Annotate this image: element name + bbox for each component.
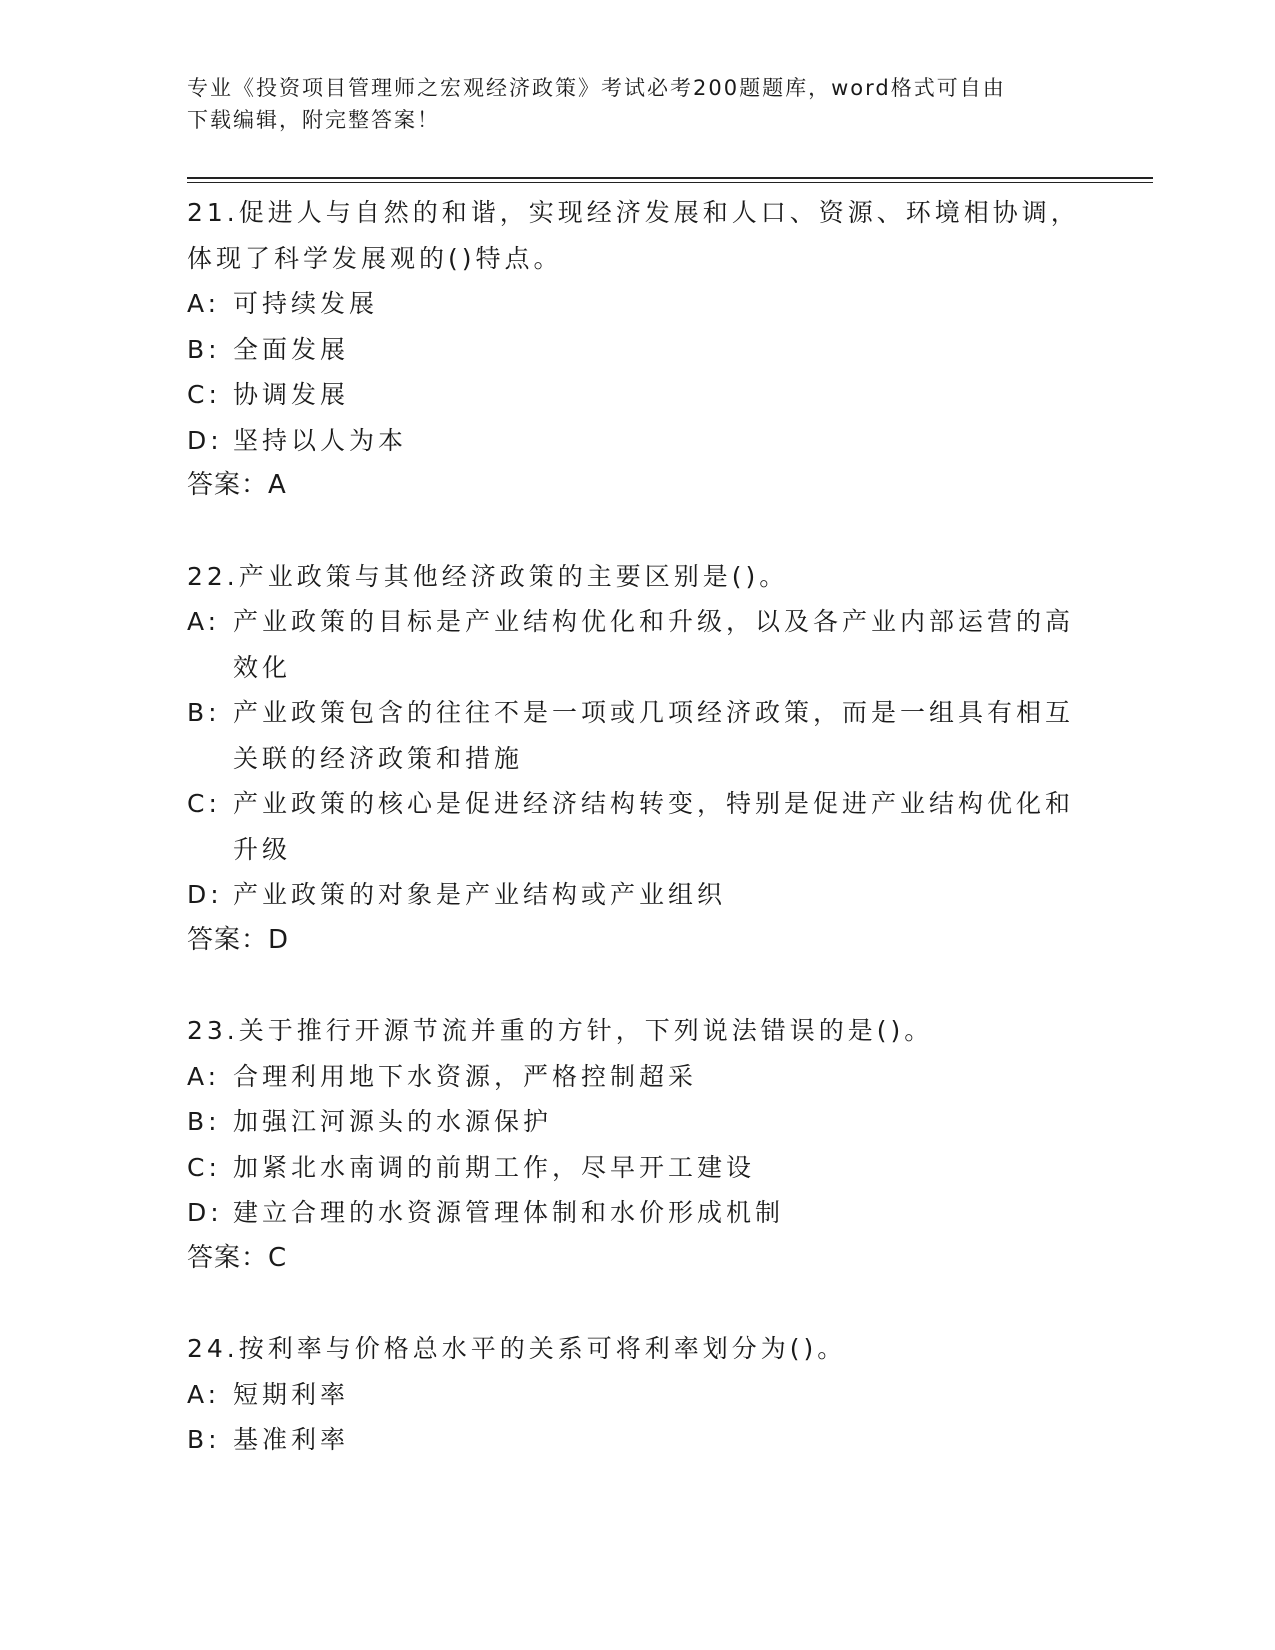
option-text: 合理利用地下水资源，严格控制超采 (233, 1061, 698, 1091)
option-key: C: (187, 380, 221, 409)
answer-option (187, 281, 1087, 327)
answer-option (187, 1417, 1087, 1463)
option-key: B: (187, 698, 221, 727)
option-text: 可持续发展 (233, 289, 379, 318)
option-text: 产业政策的对象是产业结构或产业组织 (233, 880, 727, 909)
question-list (187, 190, 1087, 1508)
question-stem-line: 体现了科学发展观的()特点。 (187, 243, 563, 273)
option-key: B: (187, 1425, 221, 1454)
question-stem-line: 23.关于推行开源节流并重的方针，下列说法错误的是()。 (187, 1016, 934, 1045)
question-stem-line: 22.产业政策与其他经济政策的主要区别是()。 (187, 561, 789, 591)
option-key: A: (187, 1379, 221, 1409)
option-key: B: (187, 334, 221, 364)
answer-option (187, 599, 1087, 690)
option-text: 建立合理的水资源管理体制和水价形成机制 (233, 1198, 785, 1227)
option-text: 产业政策的核心是促进经济结构转变，特别是促进产业结构优化和升级 (233, 789, 1075, 864)
option-key: A: (187, 289, 221, 318)
option-text: 加紧北水南调的前期工作，尽早开工建设 (233, 1152, 756, 1182)
question-block (187, 554, 1087, 964)
option-key: D: (187, 425, 223, 455)
question-block (187, 1326, 1087, 1463)
answer-option (187, 327, 1087, 373)
question-block (187, 1008, 1087, 1281)
answer-option (187, 1190, 1087, 1236)
option-key: D: (187, 1198, 223, 1227)
answer-line: 答案：D (187, 924, 290, 955)
option-text: 全面发展 (233, 334, 350, 364)
answer-option (187, 1054, 1087, 1100)
option-key: D: (187, 880, 223, 909)
option-key: A: (187, 607, 221, 636)
option-text: 产业政策包含的往往不是一项或几项经济政策，而是一组具有相互关联的经济政策和措施 (233, 698, 1075, 773)
option-key: A: (187, 1061, 221, 1091)
header-divider-thin (187, 182, 1153, 183)
answer-option (187, 872, 1087, 918)
header-divider-thick (187, 177, 1153, 179)
answer-option (187, 690, 1087, 781)
option-text: 坚持以人为本 (233, 425, 408, 455)
question-block (187, 190, 1087, 509)
header-line-2: 下载编辑，附完整答案！ (187, 108, 440, 132)
option-text: 短期利率 (233, 1379, 350, 1409)
question-stem-line: 21.促进人与自然的和谐，实现经济发展和人口、资源、环境相协调， (187, 198, 1080, 227)
option-key: C: (187, 789, 221, 818)
answer-option (187, 1099, 1087, 1145)
answer-option (187, 372, 1087, 418)
answer-option (187, 418, 1087, 464)
answer-option (187, 1372, 1087, 1418)
option-text: 基准利率 (233, 1425, 350, 1454)
header-line-1: 专业《投资项目管理师之宏观经济政策》考试必考200题题库，word格式可自由 (187, 76, 1006, 100)
question-stem-line: 24.按利率与价格总水平的关系可将利率划分为()。 (187, 1334, 847, 1363)
option-text: 协调发展 (233, 380, 350, 409)
answer-option (187, 1145, 1087, 1191)
answer-line: 答案：A (187, 470, 287, 500)
option-text: 产业政策的目标是产业结构优化和升级，以及各产业内部运营的高效化 (233, 607, 1075, 682)
document-header (187, 72, 1067, 136)
answer-line: 答案：C (187, 1242, 288, 1273)
answer-option (187, 781, 1087, 872)
option-key: C: (187, 1152, 221, 1182)
option-text: 加强江河源头的水源保护 (233, 1107, 553, 1136)
option-key: B: (187, 1107, 221, 1136)
